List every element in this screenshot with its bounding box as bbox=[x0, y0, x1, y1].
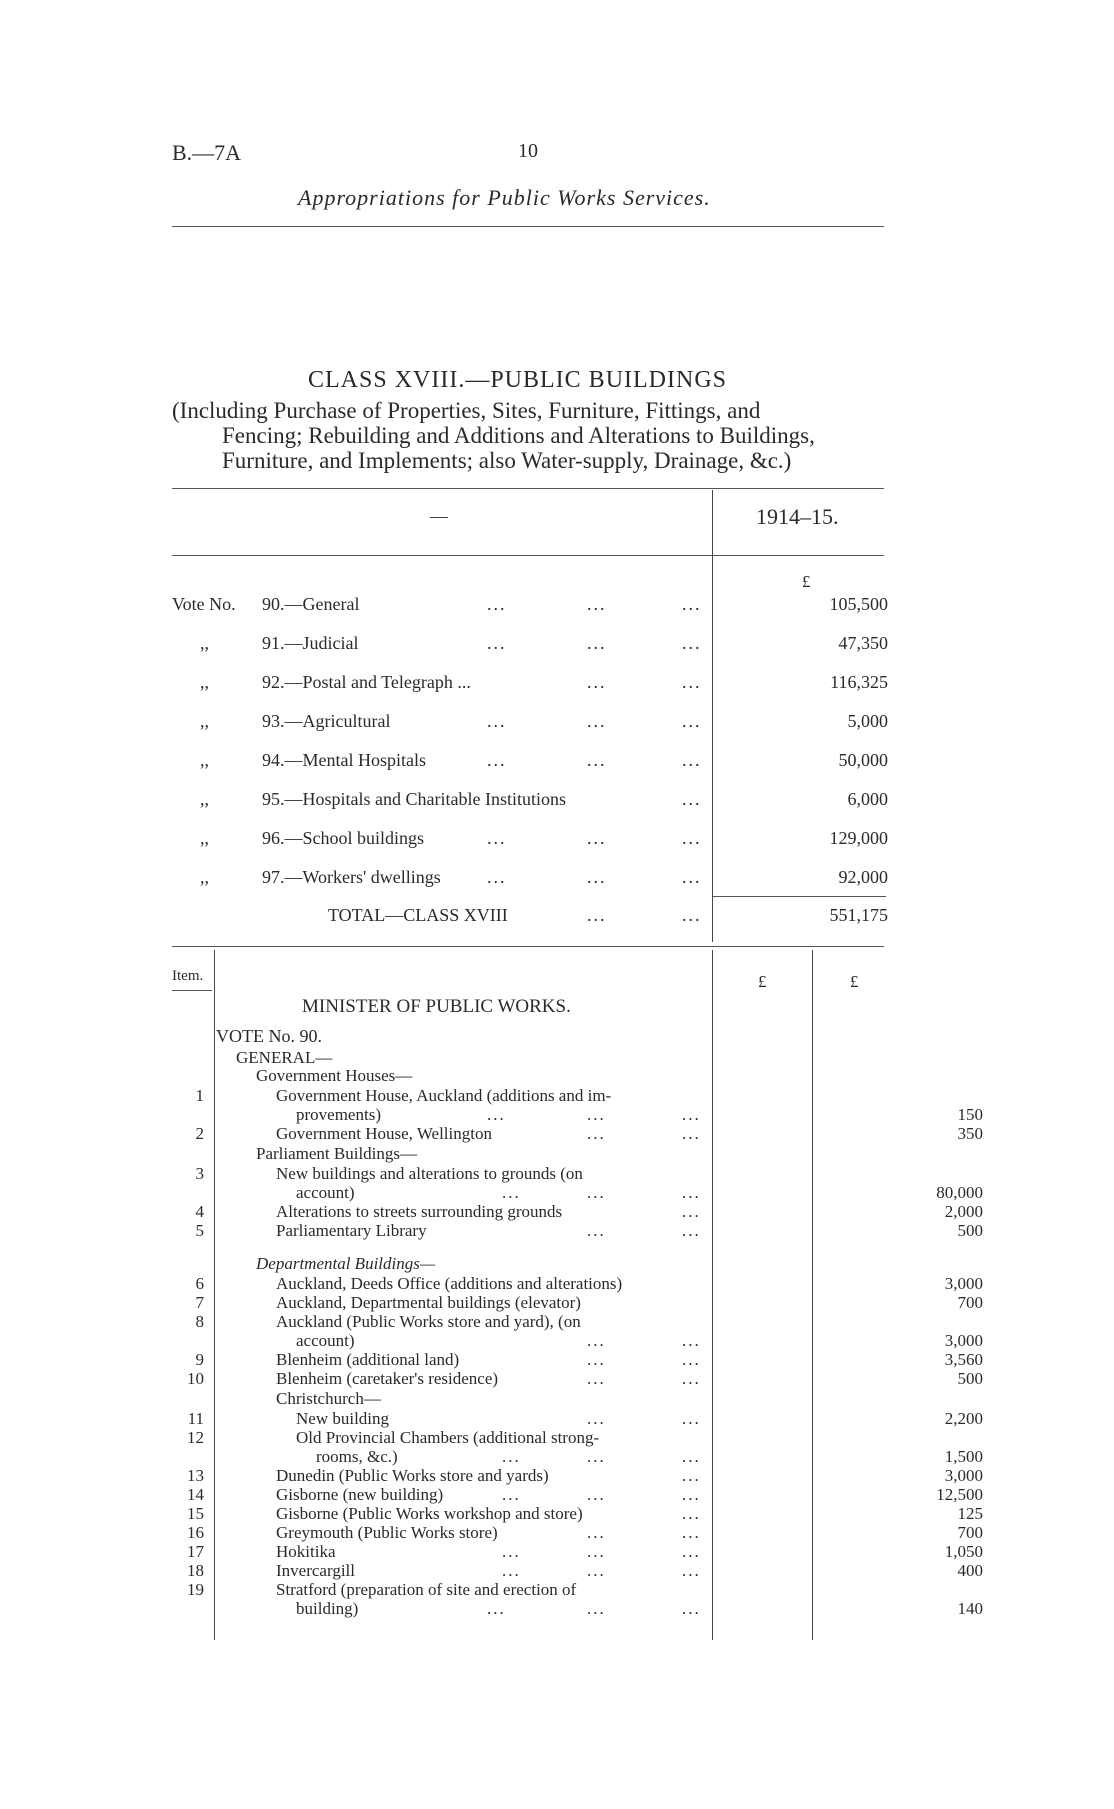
leader-dots: ... bbox=[587, 1124, 606, 1143]
summary-row-lead: ,, bbox=[200, 672, 209, 692]
leader-dots: ... bbox=[682, 1485, 701, 1504]
item-description: Gisborne (new building) bbox=[276, 1485, 444, 1504]
leader-dots: ... bbox=[682, 1105, 701, 1124]
item-amount: 500 bbox=[957, 1369, 983, 1388]
item-description: Greymouth (Public Works store) bbox=[276, 1523, 498, 1542]
leader-dots: ... bbox=[487, 867, 507, 887]
summary-row-lead: ,, bbox=[200, 789, 209, 809]
summary-row-label: 94.—Mental Hospitals bbox=[262, 750, 426, 770]
leader-dots: ... bbox=[587, 594, 607, 614]
leader-dots: ... bbox=[502, 1183, 521, 1202]
detail-item-row bbox=[172, 1504, 983, 1525]
detail-item-row-continued bbox=[172, 1331, 983, 1352]
leader-dots: ... bbox=[487, 828, 507, 848]
summary-row bbox=[172, 750, 892, 776]
summary-row bbox=[172, 867, 892, 893]
leader-dots: ... bbox=[682, 828, 702, 848]
item-number: 3 bbox=[195, 1164, 204, 1183]
summary-row bbox=[172, 711, 892, 737]
item-amount: 3,000 bbox=[944, 1331, 983, 1350]
detail-currency-2: £ bbox=[850, 972, 859, 991]
item-number: 15 bbox=[187, 1504, 204, 1523]
summary-total-row bbox=[172, 905, 892, 931]
class-description-line: (Including Purchase of Properties, Sites, Furniture, Fittings, and bbox=[172, 398, 761, 423]
item-amount: 125 bbox=[957, 1504, 983, 1523]
summary-row-amount: 105,500 bbox=[829, 594, 888, 614]
detail-item-row bbox=[172, 1274, 983, 1295]
leader-dots: ... bbox=[587, 1369, 606, 1388]
item-number: 13 bbox=[187, 1466, 204, 1485]
item-description: Blenheim (caretaker's residence) bbox=[276, 1369, 499, 1388]
summary-row-lead: ,, bbox=[200, 867, 209, 887]
summary-row-lead: ,, bbox=[200, 633, 209, 653]
summary-row-amount: 5,000 bbox=[847, 711, 888, 731]
item-number: 18 bbox=[187, 1561, 204, 1580]
summary-row bbox=[172, 594, 892, 620]
leader-dots: ... bbox=[682, 1124, 701, 1143]
leader-dots: ... bbox=[682, 867, 702, 887]
item-amount: 1,050 bbox=[944, 1542, 983, 1561]
government-houses-heading: Government Houses— bbox=[256, 1066, 413, 1085]
detail-item-row-continued bbox=[172, 1599, 983, 1620]
header-rule bbox=[172, 226, 884, 227]
detail-item-row bbox=[172, 1202, 983, 1223]
leader-dots: ... bbox=[487, 1599, 506, 1618]
detail-item-row bbox=[172, 1221, 983, 1242]
item-description: Auckland, Departmental buildings (elevator) bbox=[276, 1293, 581, 1312]
leader-dots: ... bbox=[587, 1409, 606, 1428]
item-number: 9 bbox=[195, 1350, 204, 1369]
leader-dots: ... bbox=[682, 1331, 701, 1350]
item-description: Government House, Auckland (additions and im- bbox=[276, 1086, 612, 1105]
summary-row-lead: ,, bbox=[200, 711, 209, 731]
item-column-header: Item. bbox=[172, 968, 204, 984]
leader-dots: ... bbox=[587, 1542, 606, 1561]
leader-dots: ... bbox=[502, 1485, 521, 1504]
item-number: 16 bbox=[187, 1523, 204, 1542]
summary-row bbox=[172, 828, 892, 854]
summary-row bbox=[172, 789, 892, 815]
leader-dots: ... bbox=[682, 1447, 701, 1466]
item-amount: 3,000 bbox=[944, 1466, 983, 1485]
summary-row-label: 97.—Workers' dwellings bbox=[262, 867, 441, 887]
item-amount: 400 bbox=[957, 1561, 983, 1580]
detail-item-row bbox=[172, 1369, 983, 1390]
item-number: 14 bbox=[187, 1485, 204, 1504]
summary-row-amount: 116,325 bbox=[830, 672, 888, 692]
departmental-heading: Departmental Buildings— bbox=[256, 1254, 435, 1273]
item-number: 6 bbox=[195, 1274, 204, 1293]
item-amount: 700 bbox=[957, 1523, 983, 1542]
item-amount: 150 bbox=[957, 1105, 983, 1124]
leader-dots: ... bbox=[587, 867, 607, 887]
leader-dots: ... bbox=[682, 711, 702, 731]
item-description: Auckland, Deeds Office (additions and alterations) bbox=[276, 1274, 623, 1293]
item-number: 8 bbox=[195, 1312, 204, 1331]
summary-row-label: 93.—Agricultural bbox=[262, 711, 391, 731]
leader-dots: ... bbox=[502, 1447, 521, 1466]
leader-dots: ... bbox=[682, 1183, 701, 1202]
summary-row-label: 96.—School buildings bbox=[262, 828, 425, 848]
item-amount: 2,000 bbox=[944, 1202, 983, 1221]
item-amount: 80,000 bbox=[936, 1183, 983, 1202]
item-description: Old Provincial Chambers (additional strong- bbox=[296, 1428, 600, 1447]
summary-row-label: 92.—Postal and Telegraph ... bbox=[262, 672, 471, 692]
summary-row-lead: Vote No. bbox=[172, 594, 236, 614]
item-header-rule bbox=[172, 990, 212, 991]
leader-dots: ... bbox=[587, 1105, 606, 1124]
leader-dots: ... bbox=[682, 1466, 701, 1485]
leader-dots: ... bbox=[587, 711, 607, 731]
leader-dots: ... bbox=[502, 1542, 521, 1561]
leader-dots: ... bbox=[502, 1561, 521, 1580]
detail-item-row bbox=[172, 1124, 983, 1145]
leader-dots: ... bbox=[487, 750, 507, 770]
summary-row-amount: 92,000 bbox=[838, 867, 888, 887]
summary-row-lead: ,, bbox=[200, 750, 209, 770]
item-description-continued: account) bbox=[296, 1183, 355, 1202]
item-amount: 3,560 bbox=[944, 1350, 983, 1369]
table-top-rule bbox=[172, 488, 884, 489]
leader-dots: ... bbox=[682, 1350, 701, 1369]
item-description-continued: account) bbox=[296, 1331, 355, 1350]
leader-dots: ... bbox=[682, 1561, 701, 1580]
item-number: 7 bbox=[195, 1293, 204, 1312]
item-amount: 1,500 bbox=[944, 1447, 983, 1466]
column-header-rule bbox=[172, 555, 884, 556]
item-description: Alterations to streets surrounding grounds bbox=[276, 1202, 563, 1221]
item-description-continued: provements) bbox=[296, 1105, 381, 1124]
item-amount: 500 bbox=[957, 1221, 983, 1240]
item-description: Auckland (Public Works store and yard), (on bbox=[276, 1312, 581, 1331]
leader-dots: ... bbox=[682, 1542, 701, 1561]
leader-dots: ... bbox=[682, 1504, 701, 1523]
item-amount: 12,500 bbox=[936, 1485, 983, 1504]
detail-item-row bbox=[172, 1409, 983, 1430]
item-description: New building bbox=[296, 1409, 390, 1428]
leader-dots: ... bbox=[682, 1599, 701, 1618]
item-number: 2 bbox=[195, 1124, 204, 1143]
leader-dots: ... bbox=[587, 828, 607, 848]
detail-item-row bbox=[172, 1466, 983, 1487]
detail-currency-1: £ bbox=[758, 972, 767, 991]
summary-row-amount: 47,350 bbox=[838, 633, 888, 653]
detail-item-row bbox=[172, 1293, 983, 1314]
leader-dots: ... bbox=[487, 1105, 506, 1124]
item-number: 17 bbox=[187, 1542, 204, 1561]
total-rule bbox=[712, 896, 886, 897]
leader-dots: ... bbox=[682, 1202, 701, 1221]
detail-item-row bbox=[172, 1561, 983, 1582]
page-number: 10 bbox=[518, 140, 538, 162]
leader-dots: ... bbox=[487, 711, 507, 731]
item-amount: 2,200 bbox=[944, 1409, 983, 1428]
leader-dots: ... bbox=[682, 1523, 701, 1542]
class-description-line: Fencing; Rebuilding and Additions and Alterations to Buildings, bbox=[222, 423, 815, 448]
detail-item-row bbox=[172, 1164, 892, 1185]
leader-dots: ... bbox=[587, 1485, 606, 1504]
leader-dots: ... bbox=[587, 633, 607, 653]
leader-dots: ... bbox=[682, 905, 702, 925]
leader-dots: ... bbox=[682, 789, 702, 809]
leader-dots: ... bbox=[587, 672, 607, 692]
leader-dots: ... bbox=[682, 633, 702, 653]
summary-row bbox=[172, 672, 892, 698]
column-header-year: 1914–15. bbox=[756, 504, 839, 529]
document-reference: B.—7A bbox=[172, 140, 242, 165]
vote-heading: VOTE No. 90. bbox=[216, 1026, 322, 1046]
leader-dots: ... bbox=[682, 594, 702, 614]
leader-dots: ... bbox=[587, 1183, 606, 1202]
leader-dots: ... bbox=[587, 1599, 606, 1618]
detail-item-row bbox=[172, 1580, 892, 1601]
item-amount: 140 bbox=[957, 1599, 983, 1618]
item-description-continued: building) bbox=[296, 1599, 359, 1618]
detail-item-row bbox=[172, 1350, 983, 1371]
item-amount: 350 bbox=[957, 1124, 983, 1143]
leader-dots: ... bbox=[487, 633, 507, 653]
item-amount: 3,000 bbox=[944, 1274, 983, 1293]
leader-dots: ... bbox=[587, 1221, 606, 1240]
summary-row-label: 91.—Judicial bbox=[262, 633, 359, 653]
summary-row-amount: 129,000 bbox=[829, 828, 888, 848]
detail-item-row-continued bbox=[172, 1183, 983, 1204]
summary-row bbox=[172, 633, 892, 659]
item-amount: 700 bbox=[957, 1293, 983, 1312]
leader-dots: ... bbox=[587, 1523, 606, 1542]
leader-dots: ... bbox=[682, 750, 702, 770]
leader-dots: ... bbox=[587, 1350, 606, 1369]
item-description: New buildings and alterations to grounds (on bbox=[276, 1164, 583, 1183]
item-description: Stratford (preparation of site and erection of bbox=[276, 1580, 577, 1599]
item-number: 11 bbox=[187, 1409, 204, 1428]
item-number: 10 bbox=[187, 1369, 204, 1388]
item-description: Blenheim (additional land) bbox=[276, 1350, 460, 1369]
summary-total-amount: 551,175 bbox=[829, 905, 888, 925]
general-heading: GENERAL— bbox=[236, 1048, 333, 1067]
detail-top-rule bbox=[172, 946, 884, 947]
minister-heading: MINISTER OF PUBLIC WORKS. bbox=[302, 996, 571, 1017]
leader-dots: ... bbox=[682, 1221, 701, 1240]
item-description: Gisborne (Public Works workshop and store) bbox=[276, 1504, 583, 1523]
item-description: Hokitika bbox=[276, 1542, 336, 1561]
item-description: Government House, Wellington bbox=[276, 1124, 492, 1143]
christchurch-heading: Christchurch— bbox=[276, 1389, 381, 1408]
detail-item-row-continued bbox=[172, 1105, 983, 1126]
detail-item-row bbox=[172, 1086, 892, 1107]
class-description-line: Furniture, and Implements; also Water-supply, Drainage, &c.) bbox=[222, 448, 792, 473]
leader-dots: ... bbox=[587, 750, 607, 770]
leader-dots: ... bbox=[682, 1369, 701, 1388]
detail-item-row bbox=[172, 1312, 892, 1333]
item-number: 4 bbox=[195, 1202, 204, 1221]
item-description-continued: rooms, &c.) bbox=[316, 1447, 398, 1466]
detail-item-row bbox=[172, 1523, 983, 1544]
column-header-blank: — bbox=[430, 506, 448, 526]
detail-item-row bbox=[172, 1428, 892, 1449]
summary-row-amount: 50,000 bbox=[838, 750, 888, 770]
page-subtitle: Appropriations for Public Works Services. bbox=[298, 185, 711, 210]
class-title: CLASS XVIII.—PUBLIC BUILDINGS bbox=[308, 367, 728, 393]
summary-row-label: 90.—General bbox=[262, 594, 360, 614]
leader-dots: ... bbox=[587, 905, 607, 925]
leader-dots: ... bbox=[587, 1561, 606, 1580]
leader-dots: ... bbox=[587, 1447, 606, 1466]
item-number: 1 bbox=[195, 1086, 204, 1105]
item-description: Dunedin (Public Works store and yards) bbox=[276, 1466, 549, 1485]
item-number: 12 bbox=[187, 1428, 204, 1447]
parliament-heading: Parliament Buildings— bbox=[256, 1144, 418, 1163]
leader-dots: ... bbox=[487, 594, 507, 614]
leader-dots: ... bbox=[587, 1331, 606, 1350]
leader-dots: ... bbox=[682, 672, 702, 692]
summary-currency: £ bbox=[802, 572, 811, 591]
detail-item-row bbox=[172, 1542, 983, 1563]
leader-dots: ... bbox=[682, 1409, 701, 1428]
summary-row-label: 95.—Hospitals and Charitable Institutions bbox=[262, 789, 566, 809]
summary-total-label: TOTAL—CLASS XVIII bbox=[328, 905, 508, 925]
summary-row-amount: 6,000 bbox=[847, 789, 888, 809]
item-number: 5 bbox=[195, 1221, 204, 1240]
item-description: Parliamentary Library bbox=[276, 1221, 427, 1240]
detail-item-row-continued bbox=[172, 1447, 983, 1468]
summary-row-lead: ,, bbox=[200, 828, 209, 848]
detail-item-row bbox=[172, 1485, 983, 1506]
item-number: 19 bbox=[187, 1580, 204, 1599]
item-description: Invercargill bbox=[276, 1561, 355, 1580]
